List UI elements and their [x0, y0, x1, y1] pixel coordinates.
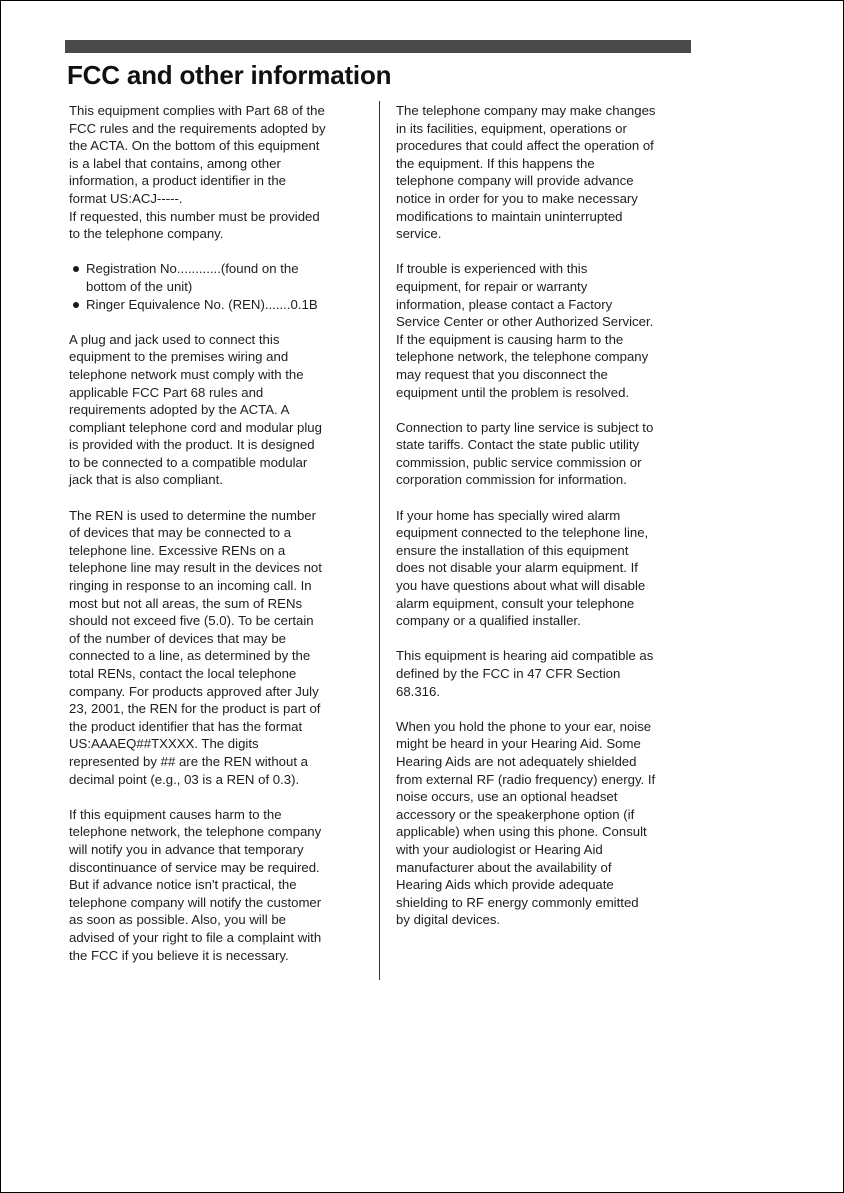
text-line: the equipment. If this happens the [396, 155, 595, 171]
text-line: discontinuance of service may be required. [69, 859, 320, 875]
text-line: The telephone company may make changes [396, 103, 656, 118]
text-line: of devices that may be connected to a [69, 525, 292, 541]
text-line: you have questions about what will disable [396, 578, 646, 594]
text-line: the FCC if you believe it is necessary. [69, 947, 289, 963]
text-line: But if advance notice isn't practical, the [69, 877, 297, 893]
header-rule [65, 40, 691, 53]
text-line: jack that is also compliant. [69, 472, 223, 488]
text-line: procedures that could affect the operation of [396, 138, 654, 154]
bullet-item-ren [69, 296, 369, 314]
paragraph [69, 507, 369, 789]
text-line: information, a product identifier in the [69, 173, 286, 189]
text-line: commission, public service commission or [396, 454, 642, 470]
text-line: as soon as possible. Also, you will be [69, 912, 286, 928]
bullet-item-registration [69, 260, 369, 295]
text-line: telephone network, the telephone company [69, 824, 322, 840]
left-column [69, 102, 369, 982]
text-line: noise occurs, use an optional headset [396, 789, 618, 805]
text-line: ringing in response to an incoming call. In [69, 578, 312, 594]
text-line: Registration No............(found on the [86, 261, 299, 277]
text-line: telephone company will notify the customer [69, 894, 322, 910]
text-line: 68.316. [396, 683, 440, 699]
text-line: may request that you disconnect the [396, 366, 608, 382]
text-line: 23, 2001, the REN for the product is part of [69, 701, 321, 717]
text-line: the ACTA. On the bottom of this equipment [69, 138, 320, 154]
text-line: If the equipment is causing harm to the [396, 331, 624, 347]
paragraph [396, 718, 696, 929]
text-line: If trouble is experienced with this [396, 261, 588, 277]
text-line: applicable FCC Part 68 rules and [69, 384, 264, 400]
paragraph [396, 260, 696, 401]
bullet-list [69, 260, 369, 313]
text-line: requirements adopted by the ACTA. A [69, 402, 290, 418]
text-line: Hearing Aids which provide adequate [396, 877, 614, 893]
text-line: compliant telephone cord and modular plug [69, 419, 322, 435]
text-line: is a label that contains, among other [69, 155, 281, 171]
text-line: is provided with the product. It is designed [69, 437, 315, 453]
text-line: defined by the FCC in 47 CFR Section [396, 666, 621, 681]
paragraph [69, 102, 369, 243]
text-line: The REN is used to determine the number [69, 507, 317, 523]
column-divider [379, 101, 380, 980]
text-line: to the telephone company. [69, 226, 224, 242]
text-line: Ringer Equivalence No. (REN).......0.1B [86, 296, 318, 312]
text-line: to be connected to a compatible modular [69, 454, 308, 470]
text-line: This equipment complies with Part 68 of the [69, 103, 325, 118]
text-line: telephone company will provide advance [396, 173, 634, 189]
text-line: equipment, for repair or warranty [396, 278, 588, 294]
text-line: Hearing Aids are not adequately shielded [396, 753, 637, 769]
paragraph [69, 331, 369, 489]
text-line: equipment to the premises wiring and [69, 349, 289, 365]
text-line: information, please contact a Factory [396, 296, 613, 312]
text-line: If requested, this number must be provided [69, 208, 320, 224]
text-line: equipment until the problem is resolved. [396, 384, 630, 400]
text-line: telephone line may result in the devices not [69, 560, 322, 576]
text-line: telephone line. Excessive RENs on a [69, 542, 286, 558]
text-line: will notify you in advance that temporary [69, 841, 304, 857]
text-line: Service Center or other Authorized Servicer. [396, 314, 654, 330]
paragraph [396, 507, 696, 630]
text-line: advised of your right to file a complaint with [69, 929, 322, 945]
text-line: company. For products approved after July [69, 683, 319, 699]
text-line: decimal point (e.g., 03 is a REN of 0.3). [69, 771, 300, 787]
text-line: manufacturer about the availability of [396, 859, 612, 875]
text-line: of the number of devices that may be [69, 630, 286, 646]
text-line: service. [396, 226, 442, 242]
text-line: A plug and jack used to connect this [69, 331, 280, 347]
text-line: telephone network, the telephone company [396, 349, 649, 365]
text-line: When you hold the phone to your ear, noise [396, 718, 652, 734]
paragraph [396, 647, 696, 700]
text-line: accessory or the speakerphone option (if [396, 806, 635, 822]
text-line: does not disable your alarm equipment. If [396, 560, 638, 576]
text-line: company or a qualified installer. [396, 613, 581, 629]
text-line: in its facilities, equipment, operations or [396, 120, 627, 136]
page-title: FCC and other information [67, 60, 392, 90]
text-line: by digital devices. [396, 912, 501, 928]
text-line: with your audiologist or Hearing Aid [396, 841, 603, 857]
text-line: If this equipment causes harm to the [69, 806, 282, 822]
text-line: Connection to party line service is subject to [396, 419, 654, 435]
paragraph [396, 102, 696, 243]
text-line: connected to a line, as determined by the [69, 648, 311, 664]
right-column [396, 102, 696, 947]
text-line: US:AAAEQ##TXXXX. The digits [69, 736, 259, 752]
text-line: should not exceed five (5.0). To be certain [69, 613, 314, 629]
paragraph [69, 806, 369, 964]
text-line: format US:ACJ-----. [69, 190, 183, 206]
text-line: ensure the installation of this equipment [396, 542, 629, 558]
text-line: This equipment is hearing aid compatible as [396, 648, 654, 664]
text-line: modifications to maintain uninterrupted [396, 208, 623, 224]
text-line: telephone network must comply with the [69, 366, 304, 382]
bullet-icon [73, 266, 79, 272]
text-line: shielding to RF energy commonly emitted [396, 894, 639, 910]
paragraph [396, 419, 696, 489]
text-line: equipment connected to the telephone line, [396, 525, 649, 541]
text-line: FCC rules and the requirements adopted by [69, 120, 326, 136]
text-line: If your home has specially wired alarm [396, 507, 621, 523]
text-line: might be heard in your Hearing Aid. Some [396, 736, 641, 752]
bullet-text [86, 296, 369, 314]
text-line: alarm equipment, consult your telephone [396, 595, 635, 611]
bullet-icon [73, 302, 79, 308]
text-line: notice in order for you to make necessary [396, 190, 638, 206]
text-line: corporation commission for information. [396, 472, 627, 488]
text-line: from external RF (radio frequency) energy. If [396, 771, 656, 787]
text-line: represented by ## are the REN without a [69, 753, 308, 769]
text-line: applicable) when using this phone. Consult [396, 824, 647, 840]
bullet-text [86, 260, 369, 295]
text-line: bottom of the unit) [86, 278, 193, 294]
text-line: state tariffs. Contact the state public utility [396, 437, 640, 453]
text-line: most but not all areas, the sum of RENs [69, 595, 303, 611]
text-line: the product identifier that has the format [69, 718, 303, 734]
text-line: total RENs, contact the local telephone [69, 666, 297, 681]
